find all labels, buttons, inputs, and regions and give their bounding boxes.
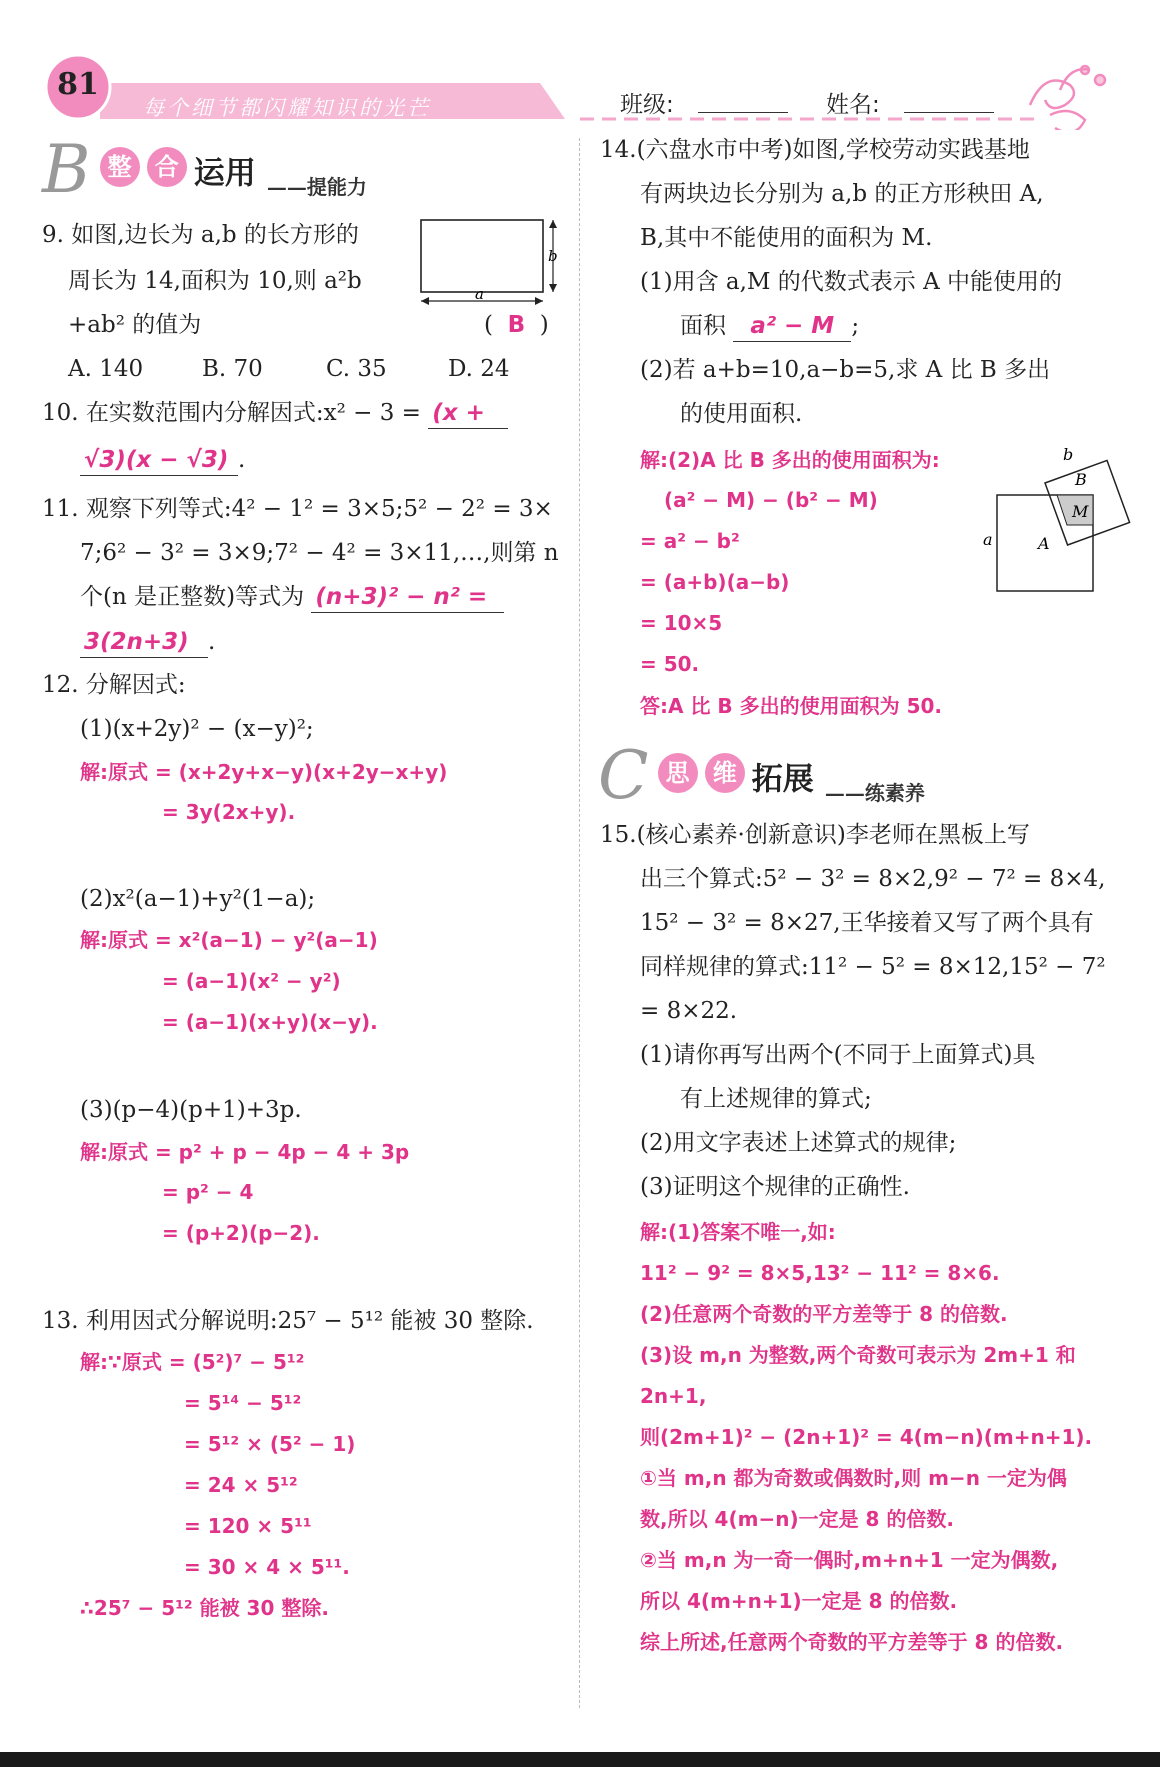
fig-label-b: b xyxy=(1063,445,1074,464)
q12-solution2-line: = (a−1)(x+y)(x−y). xyxy=(162,1010,378,1034)
q14-solution-line: = 10×5 xyxy=(640,611,723,635)
q10-line2 xyxy=(80,445,245,476)
section-c-heading xyxy=(598,737,925,814)
q11-text: 个(n 是正整数)等式为 xyxy=(80,584,305,610)
q13-title: 13. 利用因式分解说明:25⁷ − 5¹² 能被 30 整除. xyxy=(42,1308,534,1334)
section-b-heading xyxy=(42,131,367,208)
class-field[interactable] xyxy=(698,112,788,113)
q14-part2-line2: 的使用面积. xyxy=(680,401,803,427)
q9-line2: 周长为 14,面积为 10,则 a²b xyxy=(68,268,362,294)
q12-solution2-line: 解:原式 = x²(a−1) − y²(a−1) xyxy=(80,928,378,952)
q15-line1: 15.(核心素养·创新意识)李老师在黑板上写 xyxy=(600,822,1030,848)
q9-answer: B xyxy=(507,312,526,338)
q12-solution3-line: = p² − 4 xyxy=(162,1180,254,1204)
q11-line2: 7;6² − 3² = 3×9;7² − 4² = 3×11,…,则第 n xyxy=(80,540,559,566)
q12-solution2-line: = (a−1)(x² − y²) xyxy=(162,969,341,993)
floral-ornament-icon xyxy=(1030,66,1105,130)
fig-label-B: B xyxy=(1075,470,1087,489)
q10-answer-part2: √3)(x − √3) xyxy=(80,445,238,476)
name-label: 姓名: xyxy=(826,92,880,118)
q15-solution-line: ①当 m,n 都为奇数或偶数时,则 m−n 一定为偶 xyxy=(640,1466,1067,1490)
bottom-bar xyxy=(0,1752,1160,1767)
q10-line1 xyxy=(42,398,508,429)
q15-solution-line: 所以 4(m+n+1)一定是 8 的倍数. xyxy=(640,1589,958,1613)
q14-part2-line1: (2)若 a+b=10,a−b=5,求 A 比 B 多出 xyxy=(640,357,1051,383)
q12-part1: (1)(x+2y)² − (x−y)²; xyxy=(80,716,314,742)
q14-solution-line: = (a+b)(a−b) xyxy=(640,570,790,594)
q15-solution-line: 11² − 9² = 8×5,13² − 11² = 8×6. xyxy=(640,1261,1000,1285)
section-title: 运用 xyxy=(193,155,256,192)
section-badge: 维 xyxy=(705,753,745,793)
q13-solution-line: = 5¹² × (5² − 1) xyxy=(184,1432,356,1456)
q14-solution-line: (a² − M) − (b² − M) xyxy=(664,488,878,512)
q12-solution1-line: 解:原式 = (x+2y+x−y)(x+2y−x+y) xyxy=(80,760,448,784)
fig-label-A: A xyxy=(1038,534,1050,553)
squares-figure xyxy=(975,445,1135,595)
q12-solution3-line: = (p+2)(p−2). xyxy=(162,1221,320,1245)
q15-solution-line: 数,所以 4(m−n)一定是 8 的倍数. xyxy=(640,1507,955,1531)
q12-part3: (3)(p−4)(p+1)+3p. xyxy=(80,1097,302,1123)
q13-solution-line: = 30 × 4 × 5¹¹. xyxy=(184,1555,350,1579)
section-subtitle: ——练素养 xyxy=(824,781,925,805)
q11-end: . xyxy=(208,629,216,655)
q14-solution-line: 解:(2)A 比 B 多出的使用面积为: xyxy=(640,448,940,472)
q12-solution3-line: 解:原式 = p² + p − 4p − 4 + 3p xyxy=(80,1140,410,1164)
q14-solution-line: = a² − b² xyxy=(640,529,740,553)
q15-solution-line: ②当 m,n 为一奇一偶时,m+n+1 一定为偶数, xyxy=(640,1548,1059,1572)
q10-text: 10. 在实数范围内分解因式:x² − 3 = xyxy=(42,400,421,426)
q15-part3: (3)证明这个规律的正确性. xyxy=(640,1174,910,1200)
q11-line4 xyxy=(80,627,215,658)
q14-solution-line: = 50. xyxy=(640,652,700,676)
q15-line4: 同样规律的算式:11² − 5² = 8×12,15² − 7² xyxy=(640,954,1106,980)
section-badge: 合 xyxy=(147,147,187,187)
q15-solution-line: 则(2m+1)² − (2n+1)² = 4(m−n)(m+n+1). xyxy=(640,1425,1093,1449)
q14-part1-line2 xyxy=(680,311,859,342)
column-divider xyxy=(579,138,580,1708)
fig-label-a: a xyxy=(983,530,993,549)
q11-answer-part2: 3(2n+3) xyxy=(80,627,208,658)
q9-answer-bracket: ( B ) xyxy=(484,312,549,338)
q11-answer-part1: (n+3)² − n² = xyxy=(311,582,504,613)
page-number: 81 xyxy=(57,67,99,102)
name-field[interactable] xyxy=(904,112,994,113)
q13-solution-line: ∴25⁷ − 5¹² 能被 30 整除. xyxy=(80,1596,329,1620)
section-letter: B xyxy=(42,131,91,208)
q15-line2: 出三个算式:5² − 3² = 8×2,9² − 7² = 8×4, xyxy=(640,866,1106,892)
q13-solution-line: 解:∵原式 = (5²)⁷ − 5¹² xyxy=(80,1350,305,1374)
q9-line1: 9. 如图,边长为 a,b 的长方形的 xyxy=(42,222,359,248)
section-subtitle: ——提能力 xyxy=(266,175,367,199)
q9-option-d: D. 24 xyxy=(448,356,510,382)
q14-part1-line1: (1)用含 a,M 的代数式表示 A 中能使用的 xyxy=(640,269,1063,295)
section-title: 拓展 xyxy=(751,761,814,798)
q9-option-b: B. 70 xyxy=(202,356,263,382)
fig-label-a: a xyxy=(475,285,484,303)
header-banner-text: 每个细节都闪耀知识的光芒 xyxy=(143,96,431,120)
q12-title: 12. 分解因式: xyxy=(42,672,186,698)
q10-end: . xyxy=(238,447,246,473)
q15-part1-line2: 有上述规律的算式; xyxy=(680,1086,872,1112)
fig-label-M: M xyxy=(1072,502,1089,521)
q15-solution-line: 2n+1, xyxy=(640,1384,707,1408)
q15-solution-line: 综上所述,任意两个奇数的平方差等于 8 的倍数. xyxy=(640,1630,1064,1654)
q14-line3: B,其中不能使用的面积为 M. xyxy=(640,225,933,251)
q11-line1: 11. 观察下列等式:4² − 1² = 3×5;5² − 2² = 3× xyxy=(42,496,553,522)
section-badge: 思 xyxy=(658,753,698,793)
q15-part2: (2)用文字表述上述算式的规律; xyxy=(640,1130,957,1156)
q12-solution1-line: = 3y(2x+y). xyxy=(162,800,296,824)
q9-option-c: C. 35 xyxy=(326,356,387,382)
q15-solution-line: (3)设 m,n 为整数,两个奇数可表示为 2m+1 和 xyxy=(640,1343,1076,1367)
section-letter: C xyxy=(598,737,649,814)
q10-answer-part1: (x + xyxy=(428,398,508,429)
class-label: 班级: xyxy=(620,92,674,118)
q9-option-a: A. 140 xyxy=(68,356,144,382)
q15-part1-line1: (1)请你再写出两个(不同于上面算式)具 xyxy=(640,1042,1036,1068)
q14-part1-end: ; xyxy=(851,313,860,339)
q14-part1-answer: a² − M xyxy=(733,311,851,342)
rectangle-figure xyxy=(415,215,565,315)
fig-label-b: b xyxy=(548,247,558,265)
q13-solution-line: = 24 × 5¹² xyxy=(184,1473,298,1497)
q15-line5: = 8×22. xyxy=(640,998,738,1024)
q14-line1: 14.(六盘水市中考)如图,学校劳动实践基地 xyxy=(600,137,1030,163)
section-badge: 整 xyxy=(100,147,140,187)
q13-solution-line: = 120 × 5¹¹ xyxy=(184,1514,312,1538)
q9-line3: +ab² 的值为 xyxy=(68,312,202,338)
q12-part2: (2)x²(a−1)+y²(1−a); xyxy=(80,886,316,912)
q14-line2: 有两块边长分别为 a,b 的正方形秧田 A, xyxy=(640,181,1044,207)
q13-solution-line: = 5¹⁴ − 5¹² xyxy=(184,1391,302,1415)
q15-line3: 15² − 3² = 8×27,王华接着又写了两个具有 xyxy=(640,910,1094,936)
q15-solution-line: 解:(1)答案不唯一,如: xyxy=(640,1220,836,1244)
q14-part1-text: 面积 xyxy=(680,313,726,339)
q11-line3 xyxy=(80,582,504,613)
q15-solution-line: (2)任意两个奇数的平方差等于 8 的倍数. xyxy=(640,1302,1008,1326)
q14-solution-line: 答:A 比 B 多出的使用面积为 50. xyxy=(640,694,943,718)
